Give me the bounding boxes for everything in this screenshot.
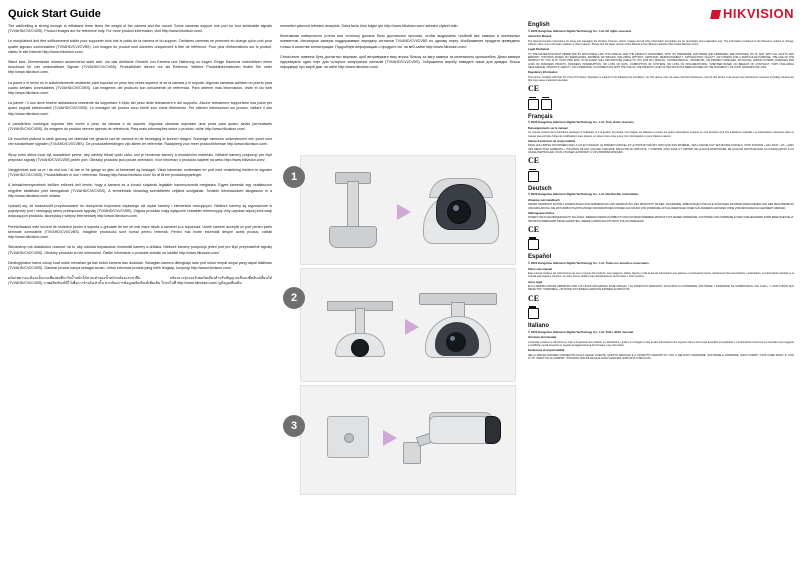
hikvision-mark-icon	[710, 10, 721, 19]
section-body: Ce manuel contient des instructions destinées à l'utilisation et à la gestion du produit. Les images, les tableaux et toutes les autres informations ci-après ne sont données qu'à titre indicatif et explicatif. Les informations contenues dans ce manuel peuvent faire l'objet de modifications sans préavis, en raison d'une mise à jour d'un micrologiciel ou pour d'autres raisons.	[528, 131, 794, 138]
paragraph: Le mur/plafond doit être suffisamment solide pour supporter trois fois le poids de la caméra et du support. Certaines caméras ne prennent en charge qu'un port pour quatre signaux commutables (TVI/AHD/CVI/CVBS). Les images du produit sont données uniquement à titre de référence. Pour plus d'informations sur le produit, visitez le site Internet http://www.hikvision.com/.	[8, 39, 272, 54]
language-block-espanol	[528, 254, 794, 317]
paragraph: A parede/teto consegue suportar três vezes o peso da câmara e do suporte. Algumas câmaras suportam uma porta para quatro sinais permutáveis (TVI/AHD/CVI/CVBS). As imagens do produto servem apenas de referência. Para mais informações sobre o produto, visite http://www.hikvision.com/.	[8, 121, 272, 132]
figure-step-1	[300, 155, 516, 265]
copyright-line: © 2020 Hangzhou Hikvision Digital Technology Co., Ltd. Tous droits réservés.	[528, 120, 635, 125]
paragraph: Perete/tavanul este sucient de rezistent pentru a suporta o greutate de trei ori mai mare decât a camerei și a suportului. Unele camere acceptă un port pentru patru semnale comutabile (TVI/AHD/CVI/CVBS). Imaginile produsului sunt numai pentru referință. Pentru mai multe informații despre acest produs, vizitați http://www.hikvision.com/.	[8, 224, 272, 240]
language-title: Français	[528, 113, 553, 120]
section-heading: Regulatory Information	[528, 71, 558, 75]
arrow-icon	[383, 430, 397, 446]
compliance-icons	[528, 156, 794, 179]
ce-mark-icon: CE	[528, 293, 540, 303]
paragraph: ผนัง/เพดานจะต้องแข็งแรงเพียงพอที่จะรับน้ำหนักได้สามเท่าของน้ำหนักกล้องและขายึด กล้องบางรุ่นรองรับพอร์ตเดียวสำหรับสัญญาณสี่แบบที่สลับเปลี่ยนได้ (TVI/AHD/CVI/CVBS) ภาพผลิตภัณฑ์มีไว้เพื่อการอ้างอิงเท่านั้น หากต้องการข้อมูลผลิตภัณฑ์เพิ่มเติม โปรดไปที่ http://www.hikvision.com/ ดูข้อมูลเพิ่มเติม	[8, 276, 272, 286]
text-column-left	[8, 24, 272, 560]
section-body: EN LA MEDIDA MÁXIMA PERMITIDA POR LAS LEYES APLICABLES, ESTE MANUAL Y EL PRODUCTO DESCRITO, INCLUIDOS SU HARDWARE, SOFTWARE Y FIRMWARE, SE SUMINISTRAN «TAL CUAL» Y «CON TODOS SUS DEFECTOS Y ERRORES». HIKVISION NO OFRECE GARANTÍA EXPRESA NI IMPLÍCITA.	[528, 285, 794, 292]
section-heading: Clause d'exclusion de responsabilité	[528, 139, 576, 143]
ce-mark-icon: CE	[528, 156, 540, 166]
weee-bin-icon	[528, 169, 537, 180]
paragraph: The wall/ceiling is strong enough to withstand three times the weight of the camera and the mount. Some cameras support one port for four switchable signals (TVI/AHD/CVI/CVBS). Product images are for reference only. For more product information, visit http://www.hikvision.com/.	[8, 24, 272, 34]
ce-mark-icon: CE	[528, 224, 540, 234]
section-body: TO THE MAXIMUM EXTENT PERMITTED BY APPLICABLE LAW, THIS MANUAL AND THE PRODUCT DESCRIBED, WITH ITS HARDWARE, SOFTWARE AND FIRMWARE, ARE PROVIDED "AS IS" AND "WITH ALL FAULTS AND ERRORS". HIKVISION MAKES NO WARRANTIES, EXPRESS OR IMPLIED, INCLUDING WITHOUT LIMITATION, MERCHANTABILITY, SATISFACTORY QUALITY, OR FITNESS FOR A PARTICULAR PURPOSE. THE USE OF THE PRODUCT BY YOU IS AT YOUR OWN RISK. IN NO EVENT WILL HIKVISION BE LIABLE TO YOU FOR ANY SPECIAL, CONSEQUENTIAL, INCIDENTAL, OR INDIRECT DAMAGES, INCLUDING, AMONG OTHERS, DAMAGES FOR LOSS OF BUSINESS PROFITS, BUSINESS INTERRUPTION, OR LOSS OF DATA, CORRUPTION OF SYSTEMS, OR LOSS OF DOCUMENTATION, WHETHER BASED ON BREACH OF CONTRACT, TORT (INCLUDING NEGLIGENCE), PRODUCT LIABILITY, OR OTHERWISE, IN CONNECTION WITH THE USE OF THE PRODUCT, EVEN IF HIKVISION HAS BEEN ADVISED OF THE POSSIBILITY OF SUCH DAMAGES OR LOSS.	[528, 52, 794, 69]
weee-bin-icon	[528, 237, 537, 248]
paragraph: De muur/het plafond is sterk genoeg om driemaal het gewicht van de camera en de bevesging te kunnen dragen. Sommige camera's ondersteunen één poort voor vier schakelbare signalen (TVI/AHD/CVI/CVBS). De productafbeeldingen zijn alleen ter referentie. Raadpleeg voor meer productinformae http://www.hikvision.com/.	[8, 137, 272, 147]
paragraph: Strop nebo stěna musí být dostatečně pevné, aby udržely třikrát vyšší váhu, než je hmotnost kamery a montážního materiálu. Některé kamery podporují pro čtyři přepínací signály (TVI/AHD/CVI/CVBS) jeden port. Obrázky produktu jsou pouze orientační. Více informací o produktu najdete na webu http://www.hikvision.com/.	[8, 152, 272, 162]
paragraph: Væggen/loet skal va re i de nist nok l at bæ re tre gange so gten af kameraet og beslaget. Visse kameraer understøer en port med omskitning mellem re signaler (TVI/AHD/CVI/CVBS). Produktbilleder er kun i referense. Besøg http://www.hikvision.com/ for at få ere produktoplysninger.	[8, 168, 272, 178]
turret-camera-parts-illustration	[317, 295, 403, 355]
compliance-icons	[528, 84, 794, 107]
section-body: This device complies with Part 15 of the FCC Rules. Operation is subject to the following two conditions: (1) This device may not cause harmful interference, and (2) this device must accept any interference received, including interference that may cause undesired operation.	[528, 75, 794, 82]
language-title: Español	[528, 254, 552, 261]
paragraph: Stena/strop má dostatočnú nosnosť na to, aby udržala trojnásobok hmotnosti kamery a držiaka. Niektoré kamery podporujú jeden port pre štyri prepínateľné signály (TVI/AHD/CVI/CVBS). Obrázky produktu sú len orientačné. Ďalšie informácie o produkte získate na lokalite http://www.hikvision.com/.	[8, 245, 272, 255]
paragraph: Монтажная поверхность (стена или потолок) должна быть достаточно прочная, чтобы выдержать тройной вес камеры и монтажных элементов. Некоторые камеры поддерживают передачу сигналов TVI/AHD/CVI/CVBS по одному порту. Изображения продукта приведены только в качестве иллюстрации. Подробную информацию о продукте см. на веб-сайте http://www.hikvision.com/.	[280, 34, 520, 49]
compliance-icons	[528, 294, 794, 317]
language-title: English	[528, 22, 550, 28]
section-body: Il manuale contiene le istruzioni per l'uso e la gestione del prodotto. Le illustrazioni, i grafici, le immagini e tutte le altre informazioni che seguono hanno solo scopi descrittivi ed esplicativi. Le informazioni contenute nel manuale sono soggette a modifiche senza preavviso in seguito ad aggiornamenti del firmware o per altri motivi.	[528, 340, 794, 348]
language-block-italiano	[528, 323, 794, 360]
paragraph: Dinding/plafon harus cukup kuat untuk menahan ga kali bobot kamera dan dudukan. Sebagian kamera dilengkapi satu port untuk empat sinyal yang dapat dialihkan (TVI/AHD/CVI/CVBS). Gambar produk hanya sebagai acuan. Untuk informasi produk yang lebih lengkap, kunjungi http://www.hikvision.com/.	[8, 260, 272, 270]
step-badge-1: 1	[283, 166, 305, 188]
compliance-icons	[528, 225, 794, 248]
section-heading: Istruzioni del manuale	[528, 336, 557, 340]
battery-bin-icon	[541, 97, 550, 108]
step-badge-3: 3	[283, 415, 305, 437]
paragraph: Стіна/стеля повинна бути достатньо міцними, щоб витримувати вагу втричі більшу за вагу камери та монтажного кронштейна. Деякі камери підтримують один порт для чотирьох комутуючих сигналів (TVI/AHD/CVI/CVBS). Зображення виробу наведені лише для довідки. Більш інформації про виріб див. на сайті http://www.hikvision.com/.	[280, 54, 520, 70]
section-body: NELLA MISURA MASSIMA CONSENTITA DALLA LEGGE VIGENTE, QUESTO MANUALE E IL PRODOTTO DESCRITTO, CON IL RELATIVO HARDWARE, SOFTWARE E FIRMWARE, SONO FORNITI "COSÌ COME SONO" E "CON TUTTI I DIFETTI E GLI ERRORI". HIKVISION NON RILASCIA ALCUNA GARANZIA, ESPLICITA O IMPLICITA.	[528, 353, 794, 361]
paragraph: Upewnij się, że ściana/sufit przystosowane do obciążenia trzykrotnie większego niż ciężar kamery i elementów mocujących. Niektóre kamery są wyposażone w pojedynczy port i obsługują cztery przełączane sygnały (TVI/AHD/CVI/CVBS). Zdjęcia produktu mają wyłącznie charakter referencyjny. Aby uzyskać więcej informacji dotyczących produktu, skorzystaj z witryny internetowej http://www.hikvision.com/.	[8, 204, 272, 219]
section-body: DIESES HANDBUCH ENTHÄLT ANWEISUNGEN ZUR VERWENDUNG UND VERWALTUNG DES PRODUKTS. BILDER, DIAGRAMME, ABBILDUNGEN UND ALLE SONSTIGEN INFORMATIONEN DIENEN NUR DER BESCHREIBUNG UND ERKLÄRUNG. DIE IM HANDBUCH ENTHALTENEN INFORMATIONEN KÖNNEN AUFGRUND VON FIRMWARE-AKTUALISIERUNGEN ODER AUS ANDEREN GRÜNDEN OHNE VORANKÜNDIGUNG GEÄNDERT WERDEN.	[528, 203, 794, 210]
section-heading: Sobre este manual	[528, 267, 552, 271]
arrow-icon	[397, 204, 411, 220]
bullet-camera-illustration	[399, 408, 503, 466]
copyright-line: © 2020 Hangzhou Hikvision Digital Technology Co., Ltd. Tutti i diritti riservati.	[528, 329, 634, 334]
brand-logo	[711, 6, 794, 21]
paragraph: A falnak/mennyezetnek kellően erősnek kell lennie, hogy a kamera és a konzol súlyának legalább háromszorosát megtartsa. Egyes kamerák egy csatlakozón négyféle átváltható jelet támogatnak (TVI/AHD/CVI/CVBS). A termékfotók kizárólag szemléltetés céljából szolgálnak. További információkért látogasson el a http://www.hikvision.com/ oldalra.	[8, 183, 272, 198]
section-heading: Renseignements sur le manuel	[528, 126, 568, 130]
brand-name: HIKVISION	[723, 6, 794, 21]
turret-camera-assembled-illustration	[415, 291, 499, 359]
weee-bin-icon	[528, 97, 537, 108]
copyright-line: © 2020 Hangzhou Hikvision Digital Technology Co., Ltd. All rights reserved.	[528, 28, 632, 33]
mount-bracket-illustration	[329, 172, 375, 246]
paragraph: La parete / il soo deve essere abbastanza resistente da sopportare il triplo del peso della telecamera e del supporto. Alcune telecamere supportano una porta per quaro segnali selezionabili (TVI/AHD/CVI/CVBS). Le immagini del prodoo sono forniti solo come riferimento. Per ulteriori informazioni sul prodoo, visitare il sito http://www.hikvision.com/.	[8, 101, 272, 116]
paragraph: Wand bzw. Zimmerdecke müssen ausreichend stark sein, um das dreifache Gewicht von Kamera und Halterung zu tragen. Einige Kameras unterstützen einen Anschluss für vier umschaltbare Signale (TVI/AHD/CVI/CVBS). Produktbilder dienen nur als Referenz. Weitere Produktinformationen finden Sie unter http://www.hikvision.com/.	[8, 60, 272, 75]
language-block-deutsch	[528, 186, 794, 249]
language-block-francais	[528, 114, 794, 180]
step-badge-2: 2	[283, 287, 305, 309]
section-heading: About this Manual	[528, 35, 552, 39]
section-heading: Haftungsausschluss	[528, 211, 555, 215]
figure-step-2	[300, 268, 516, 382]
section-body: SOWEIT NACH GELTENDEM RECHT ZULÄSSIG, WERDEN DIESES HANDBUCH UND DAS BESCHRIEBENE PRODUKT MIT SEINER HARDWARE, SOFTWARE UND FIRMWARE IN DER VORLIEGENDEN FORM BEREITGESTELLT. HIKVISION ÜBERNIMMT KEINE GARANTIEN, WEDER AUSDRÜCKLICH NOCH STILLSCHWEIGEND.	[528, 216, 794, 223]
copyright-line: © 2020 Hangzhou Hikvision Digital Technology Co., Ltd. Todos los derechos reservados.	[528, 260, 650, 265]
ce-mark-icon: CE	[528, 84, 540, 94]
language-title: Deutsch	[528, 185, 552, 192]
dome-camera-illustration	[423, 178, 497, 242]
figure-step-3	[300, 385, 516, 495]
paragraph: nesnetleri yalnızca referans amaçlıdır. Daha fazla ürün bilgisi için http://www.hikvision.com/ adresini ziyaret edin.	[280, 24, 459, 28]
language-block-english	[528, 22, 794, 108]
section-body: DANS LES LIMITES AUTORISÉES PAR LA LOI EN VIGUEUR, LE PRÉSENT MANUEL ET LE PRODUIT DÉCRIT, AINSI QUE SON MATÉRIEL, SES LOGICIELS ET SES MICROLOGICIELS, SONT FOURNIS « EN L'ÉTAT » ET « AVEC CES DÉFAUTS ET ERREURS ». HIKVISION NE FAIT AUCUNE GARANTIE, EXPLICITE OU IMPLICITE, Y COMPRIS, MAIS SANS S'Y LIMITER, DE QUALITÉ MARCHANDE, DE QUALITÉ SATISFAISANTE OU D'ADÉQUATION À UN USAGE PARTICULIER. VOUS UTILISEZ LE PRODUIT À VOS PROPRES RISQUES.	[528, 144, 794, 154]
paragraph: La pared o el techo es lo suficientemente resistente para soportar un peso tres veces superior al de la cámara y el soporte. Algunas cámaras admiten un puerto para cuatro señales conmutables (TVI/AHD/CVI/CVBS). Las imágenes del producto son únicamente de referencia. Para obtener más información, visite el sio web http://www.hikvision.com/.	[8, 80, 272, 96]
page-title: Quick Start Guide	[8, 8, 101, 20]
language-title: Italiano	[528, 323, 550, 329]
legal-language-column	[528, 22, 794, 562]
section-body: Este manual contiene las instrucciones de uso y manejo del producto. Las imágenes, tablas, figuras y toda la demás información que aparece a continuación tienen únicamente fines descriptivos y aclaratorios. La información incluida en el manual está sujeta a cambios, sin aviso previo, debido a las actualizaciones de firmware u otros motivos.	[528, 272, 794, 279]
section-heading: Aviso legal	[528, 280, 543, 284]
section-heading: Legal Disclaimer	[528, 48, 550, 52]
section-heading: Hinweise zum Handbuch	[528, 198, 560, 202]
section-heading: Esclusione di responsabilità	[528, 349, 565, 353]
weee-bin-icon	[528, 306, 537, 317]
copyright-line: © 2020 Hangzhou Hikvision Digital Technology Co., Ltd. Alle Rechte vorbehalten.	[528, 192, 640, 197]
wall-plate-illustration	[327, 416, 369, 458]
section-body: The Manual includes instructions for using and managing the Product. Pictures, charts, images and all other information hereinafter are for description and explanation only. The information contained in the Manual is subject to change, without notice, due to firmware updates or other reasons. Please find the latest version of this Manual at the Hikvision website (https://www.hikvision.com/).	[528, 39, 794, 47]
